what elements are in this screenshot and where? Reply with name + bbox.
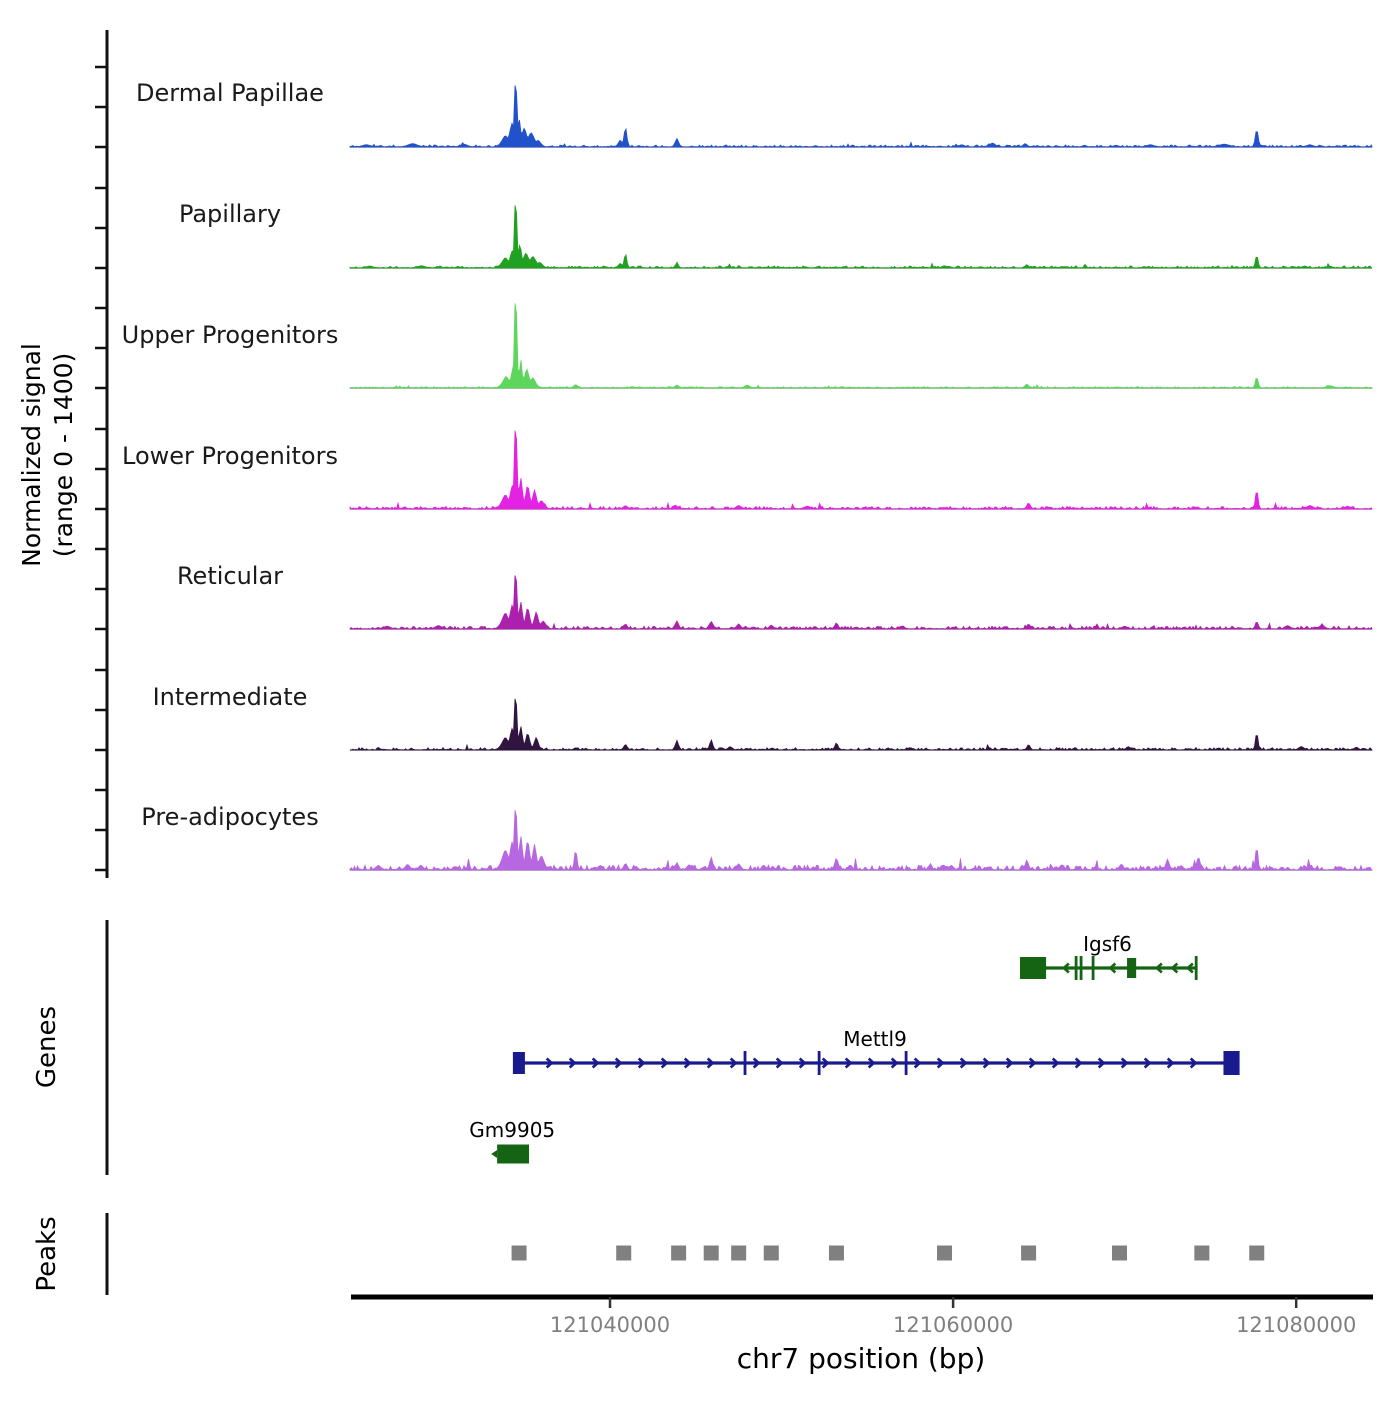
signal-area	[350, 205, 1372, 268]
gene-exon-bar	[1075, 956, 1078, 980]
signal-track-papillary	[350, 205, 1372, 268]
gene-label-mettl9: Mettl9	[843, 1027, 907, 1051]
gene-exon-box	[513, 1052, 525, 1074]
peak-call-box	[764, 1246, 779, 1261]
track-label-lower-progenitors: Lower Progenitors	[122, 442, 338, 470]
peak-call-box	[704, 1246, 719, 1261]
gene-models	[491, 956, 1239, 1164]
strand-arrow-icon	[491, 1150, 497, 1158]
x-axis-title: chr7 position (bp)	[736, 1342, 986, 1375]
signal-area	[350, 85, 1372, 147]
y-axis-label-line1: Normalized signal	[17, 343, 46, 567]
gene-label-gm9905: Gm9905	[469, 1118, 556, 1142]
gene-exon-box	[1223, 1051, 1239, 1075]
gene-exon-bar	[1092, 956, 1095, 980]
gene-exon-bar	[818, 1051, 821, 1075]
peak-call-box	[671, 1246, 686, 1261]
track-label-dermal-papillae: Dermal Papillae	[136, 79, 324, 107]
gene-exon-box	[497, 1145, 529, 1164]
peak-call-box	[1112, 1246, 1127, 1261]
peaks-section-label: Peaks	[32, 1216, 62, 1292]
gene-model-gm9905	[491, 1145, 529, 1164]
peak-call-box	[731, 1246, 746, 1261]
peak-call-box	[937, 1246, 952, 1261]
gene-exon-bar	[905, 1051, 908, 1075]
track-label-upper-progenitors: Upper Progenitors	[121, 321, 339, 349]
signal-track-lower-progenitors	[350, 431, 1372, 509]
signal-area	[350, 810, 1372, 870]
peak-calls	[512, 1246, 1265, 1261]
y-axis-label-line2: (range 0 - 1400)	[49, 352, 78, 558]
peak-call-box	[1249, 1246, 1264, 1261]
signal-y-axis	[17, 30, 107, 878]
peak-call-box	[829, 1246, 844, 1261]
gene-model-igsf6	[1020, 956, 1198, 980]
signal-area	[350, 575, 1372, 629]
gene-label-igsf6: Igsf6	[1083, 932, 1132, 956]
genes-section-label: Genes	[32, 1005, 62, 1089]
peak-call-box	[616, 1246, 631, 1261]
track-label-papillary: Papillary	[178, 200, 282, 228]
peak-call-box	[1194, 1246, 1209, 1261]
x-tick-label-121080000: 121080000	[1236, 1313, 1357, 1337]
peaks-section-axis	[32, 1213, 107, 1295]
signal-track-upper-progenitors	[350, 303, 1372, 388]
gene-exon-box	[1127, 958, 1136, 978]
signal-tracks	[350, 85, 1372, 870]
signal-area	[350, 303, 1372, 388]
genes-section-axis	[32, 920, 107, 1175]
track-label-reticular: Reticular	[176, 562, 284, 590]
signal-track-dermal-papillae	[350, 85, 1372, 147]
track-labels	[122, 79, 339, 831]
genomic-x-axis	[351, 1297, 1373, 1375]
peak-call-box	[512, 1246, 527, 1261]
signal-area	[350, 431, 1372, 509]
x-tick-label-121060000: 121060000	[892, 1313, 1014, 1337]
signal-track-pre-adipocytes	[350, 810, 1372, 870]
gene-exon-bar	[1080, 956, 1083, 980]
x-tick-label-121040000: 121040000	[549, 1313, 671, 1337]
gene-model-mettl9	[513, 1051, 1240, 1075]
signal-track-intermediate	[350, 699, 1372, 750]
gene-exon-box	[1020, 957, 1046, 979]
gene-exon-bar	[1195, 956, 1198, 980]
peak-call-box	[1021, 1246, 1036, 1261]
signal-track-reticular	[350, 575, 1372, 629]
signal-area	[350, 699, 1372, 750]
track-label-intermediate: Intermediate	[152, 683, 308, 711]
track-label-pre-adipocytes: Pre-adipocytes	[141, 803, 319, 831]
gene-exon-bar	[744, 1051, 747, 1075]
signal-y-axis-ticks	[95, 67, 107, 870]
